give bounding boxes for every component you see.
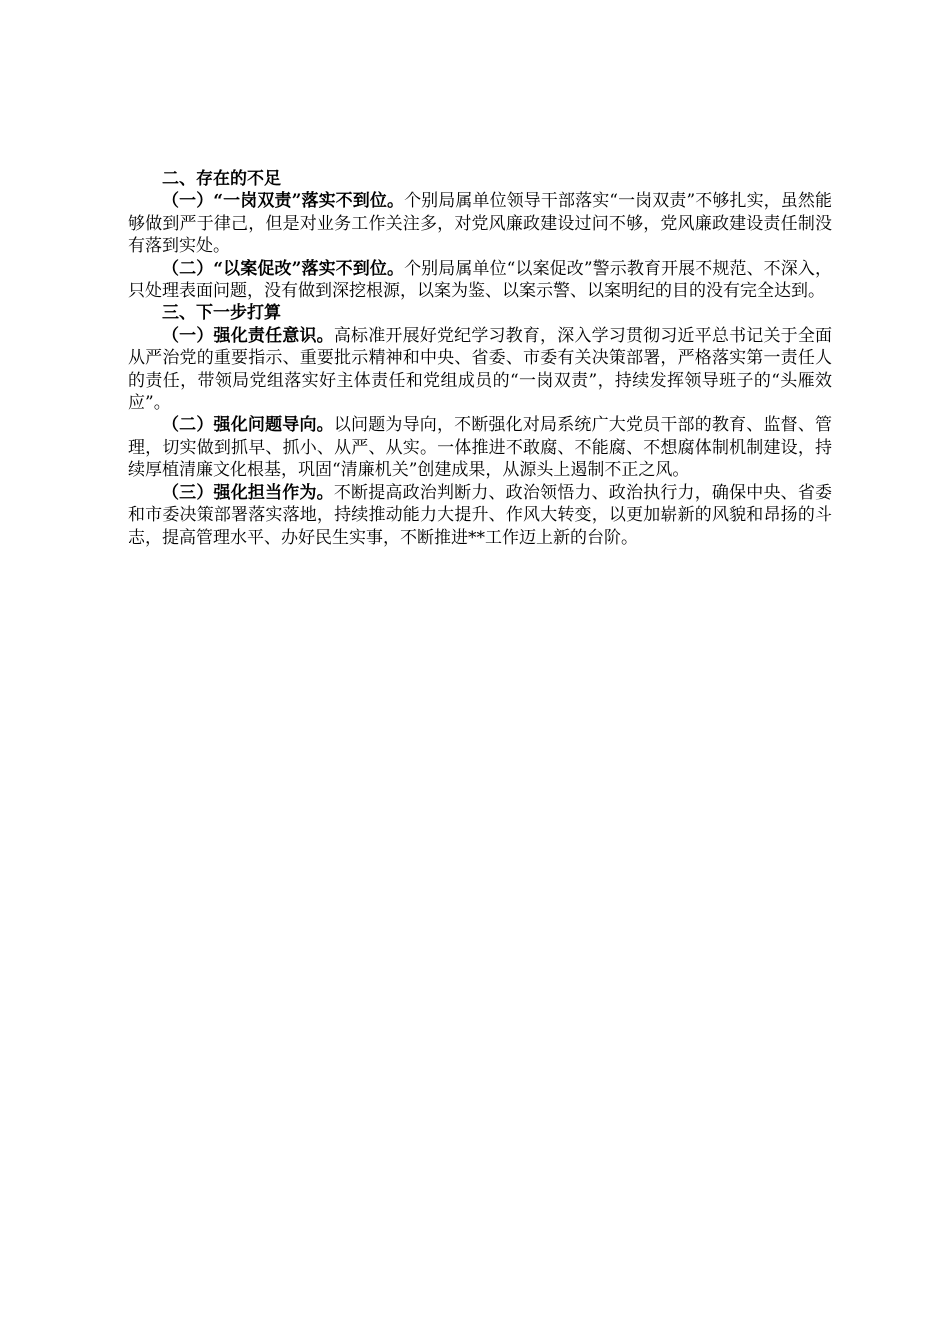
- paragraph-lead: （一）强化责任意识。: [162, 325, 334, 346]
- paragraph-shortcoming-2: [128, 258, 832, 303]
- paragraph-body: 高标准开展好党纪学习教育，深入学习贯彻习近平总书记关于全面从严治党的重要指示、重要批示精神和中央、省委、市委有关决策部署，严格落实第一责任人的责任，带领局党组落实好主体责任和党组成员的“一岗双责”，持续发挥领导班子的“头雁效应”。: [128, 325, 833, 414]
- paragraph-plan-1: [128, 325, 832, 415]
- paragraph-body: 个别局属单位“以案促改”警示教育开展不规范、不深入，只处理表面问题，没有做到深挖根源，以案为鉴、以案示警、以案明纪的目的没有完全达到。: [128, 258, 832, 302]
- section-heading-next-steps: 三、下一步打算: [162, 303, 281, 324]
- paragraph-plan-2: [128, 414, 832, 481]
- paragraph-shortcoming-1: [128, 190, 832, 257]
- paragraph-lead: （二）强化问题导向。: [162, 415, 334, 436]
- paragraph-plan-3: [128, 482, 832, 549]
- document-body: [128, 168, 832, 549]
- section-heading-shortcomings: 二、存在的不足: [162, 169, 281, 189]
- paragraph-body: 个别局属单位领导干部落实“一岗双责”不够扎实，虽然能够做到严于律己，但是对业务工作关注多，对党风廉政建设过问不够，党风廉政建设责任制没有落到实处。: [128, 191, 832, 257]
- paragraph-lead: （二）“以案促改”落实不到位。: [162, 258, 405, 279]
- paragraph-lead: （三）强化担当作为。: [162, 482, 334, 503]
- paragraph-body: 以问题为导向，不断强化对局系统广大党员干部的教育、监督、管理，切实做到抓早、抓小、从严、从实。一体推进不敢腐、不能腐、不想腐体制机制建设，持续厚植清廉文化根基，巩固“清廉机关”创建成果，从源头上遏制不正之风。: [128, 415, 833, 481]
- paragraph-body: 不断提高政治判断力、政治领悟力、政治执行力，确保中央、省委和市委决策部署落实落地，持续推动能力大提升、作风大转变，以更加崭新的风貌和昂扬的斗志，提高管理水平、办好民生实事，不断推进**工作迈上新的台阶。: [128, 482, 833, 548]
- paragraph-lead: （一）“一岗双责”落实不到位。: [162, 191, 405, 212]
